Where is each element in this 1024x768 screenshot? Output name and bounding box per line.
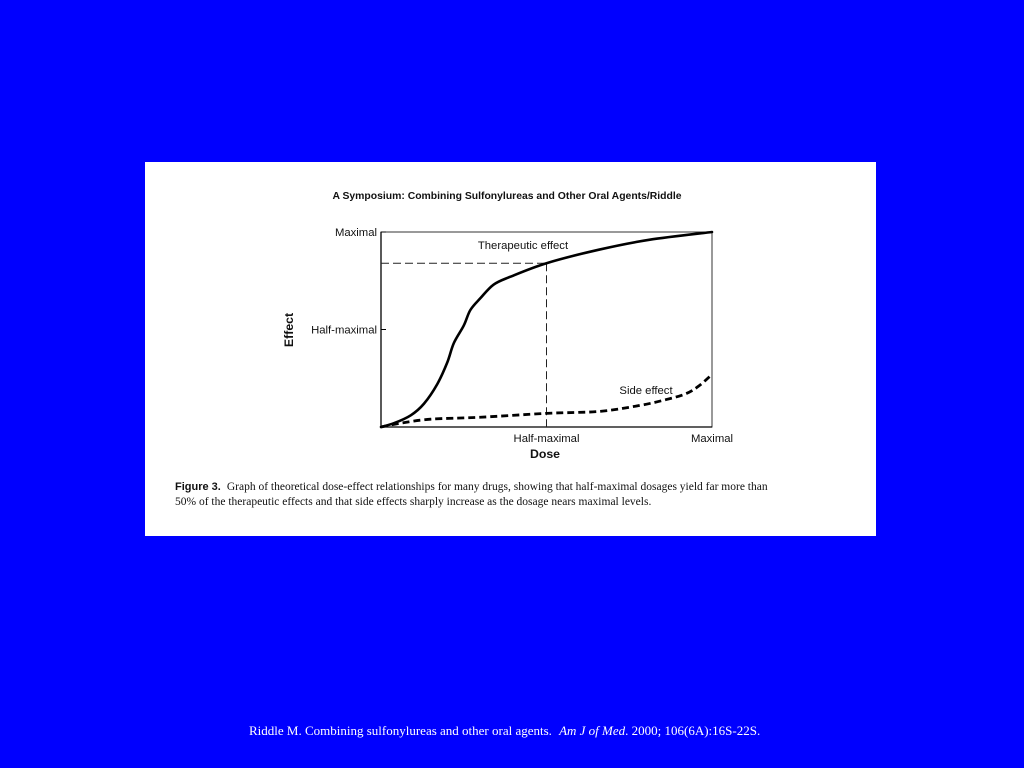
citation-text: Riddle M. Combining sulfonylureas and other oral agents.	[249, 723, 552, 738]
caption-label: Figure 3.	[175, 481, 221, 493]
caption-text-line-1: Graph of theoretical dose-effect relationships for many drugs, showing that half-maximal dosages yield far more than	[226, 481, 768, 493]
chart-marks	[311, 227, 733, 445]
citation-details: . 2000; 106(6A):16S-22S.	[625, 723, 761, 738]
x-tick-label-half-maximal: Half-maximal	[513, 433, 580, 445]
caption-line-2	[175, 495, 768, 510]
y-tick-label-half-maximal: Half-maximal	[311, 324, 377, 337]
x-axis-title: Dose	[529, 447, 561, 461]
caption-line-1	[175, 480, 768, 495]
series-label-therapeutic-effect: Therapeutic effect	[477, 240, 569, 252]
running-head: A Symposium: Combining Sulfonylureas and Other Oral Agents/Riddle	[332, 191, 682, 202]
x-tick-label-maximal: Maximal	[690, 433, 734, 445]
y-tick-label-maximal: Maximal	[334, 227, 377, 239]
caption-text-line-2: 50% of the therapeutic effects and that side effects sharply increase as the dosage nears maximal levels.	[175, 496, 652, 508]
figure-caption	[175, 480, 768, 510]
series-label-side-effect: Side effect	[619, 385, 673, 397]
figure-panel	[145, 162, 876, 536]
y-axis-title: Effect	[282, 312, 296, 348]
citation	[249, 723, 760, 739]
citation-journal: Am J of Med	[559, 723, 626, 738]
